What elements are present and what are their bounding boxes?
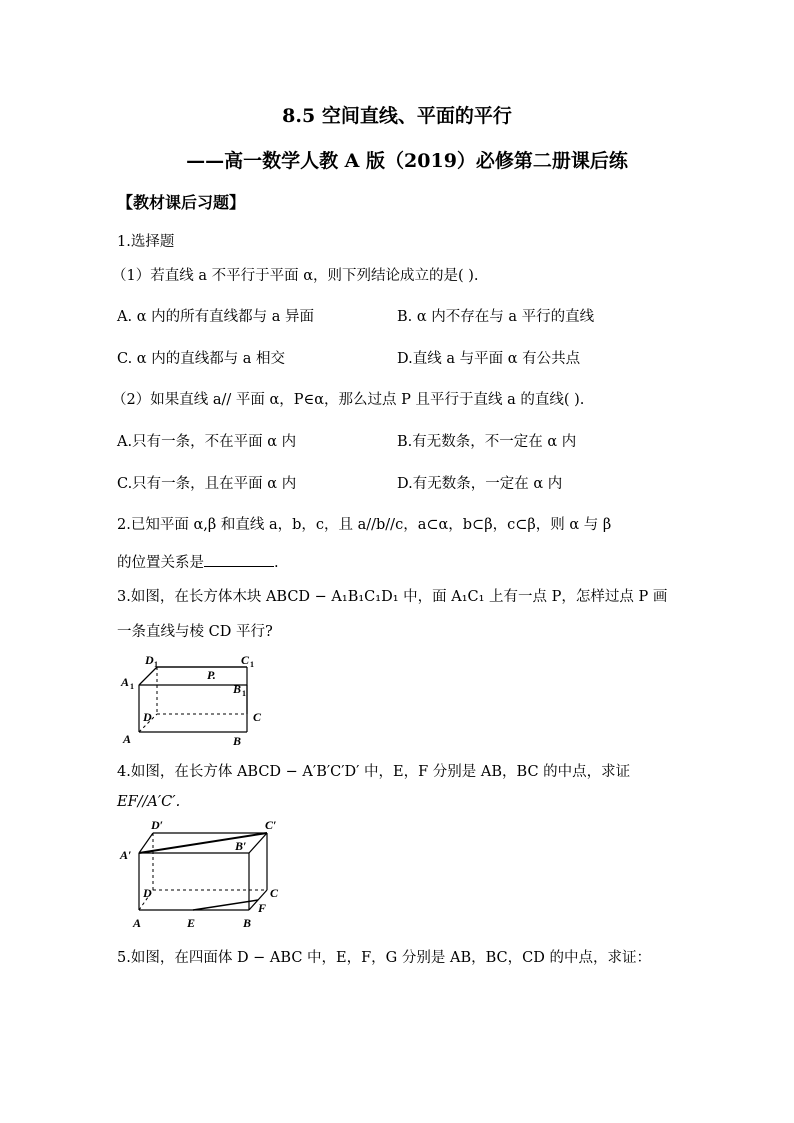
q2-line2-text: 的位置关系是: [117, 555, 204, 571]
q4-line2: EF//A′C′.: [117, 794, 181, 810]
label-b-prime: B′: [235, 839, 247, 853]
label-b: B: [243, 916, 252, 930]
label-f: F: [258, 901, 267, 915]
q1-2-option-a: A.只有一条，不在平面 α 内: [117, 434, 297, 450]
label-a-prime: A′: [120, 848, 132, 862]
label-e: E: [187, 916, 196, 930]
q1-2-option-d: D.有无数条，一定在 α 内: [397, 476, 563, 492]
figure-cuboid-1: [117, 648, 277, 748]
q1-2-stem: （2）如果直线 a// 平面 α，P∈α，那么过点 P 且平行于直线 a 的直线( ).: [112, 392, 585, 408]
label-c: C: [270, 886, 279, 900]
svg-text:1: 1: [154, 660, 158, 669]
q1-1-option-d: D.直线 a 与平面 α 有公共点: [397, 351, 581, 367]
segment-a-prime-c-prime: [139, 833, 267, 853]
label-d-prime: D′: [151, 818, 164, 832]
answer-blank: [204, 552, 274, 567]
label-d: D: [143, 710, 152, 724]
label-a1: A: [121, 675, 130, 689]
label-a: A: [133, 916, 142, 930]
q1-1-stem: （1）若直线 a 不平行于平面 α，则下列结论成立的是( ).: [112, 268, 479, 284]
q5-line1: 5.如图，在四面体 D − ABC 中，E，F，G 分别是 AB，BC，CD 的中点，求证：: [117, 950, 651, 966]
label-b1: B: [233, 682, 242, 696]
q2-line2-end: .: [274, 555, 279, 571]
figure-cuboid-2: [117, 815, 292, 935]
q1-heading: 1.选择题: [117, 234, 175, 250]
label-d1: D: [145, 653, 154, 667]
label-p: P.: [207, 668, 216, 682]
q3-line2: 一条直线与棱 CD 平行?: [117, 624, 273, 640]
q4-line1: 4.如图，在长方体 ABCD − A′B′C′D′ 中，E，F 分别是 AB，BC 的中点，求证: [117, 764, 631, 780]
q2-line1: 2.已知平面 α,β 和直线 a，b，c，且 a//b//c，a⊂α，b⊂β，c⊂β，则 α 与 β: [117, 517, 612, 533]
label-b: B: [233, 734, 242, 748]
q3-line1: 3.如图，在长方体木块 ABCD − A₁B₁C₁D₁ 中，面 A₁C₁ 上有一点 P，怎样过点 P 画: [117, 589, 668, 605]
label-c-prime: C′: [265, 818, 277, 832]
q2-line2: [117, 551, 279, 572]
q1-2-option-c: C.只有一条，且在平面 α 内: [117, 476, 297, 492]
svg-text:1: 1: [250, 660, 254, 669]
section-heading: 【教材课后习题】: [117, 193, 246, 212]
svg-text:1: 1: [242, 689, 246, 698]
label-c1: C: [241, 653, 250, 667]
label-a: A: [123, 732, 132, 746]
page-subtitle: ——高一数学人教 A 版（2019）必修第二册课后练: [186, 150, 628, 172]
q1-1-option-c: C. α 内的直线都与 a 相交: [117, 351, 286, 367]
q1-1-option-a: A. α 内的所有直线都与 a 异面: [117, 309, 314, 325]
label-c: C: [253, 710, 262, 724]
svg-text:1: 1: [130, 682, 134, 691]
q1-1-option-b: B. α 内不存在与 a 平行的直线: [397, 309, 595, 325]
segment-ef: [193, 900, 258, 910]
page-title: 8.5 空间直线、平面的平行: [282, 105, 512, 127]
q1-2-option-b: B.有无数条，不一定在 α 内: [397, 434, 577, 450]
label-d: D: [143, 886, 152, 900]
